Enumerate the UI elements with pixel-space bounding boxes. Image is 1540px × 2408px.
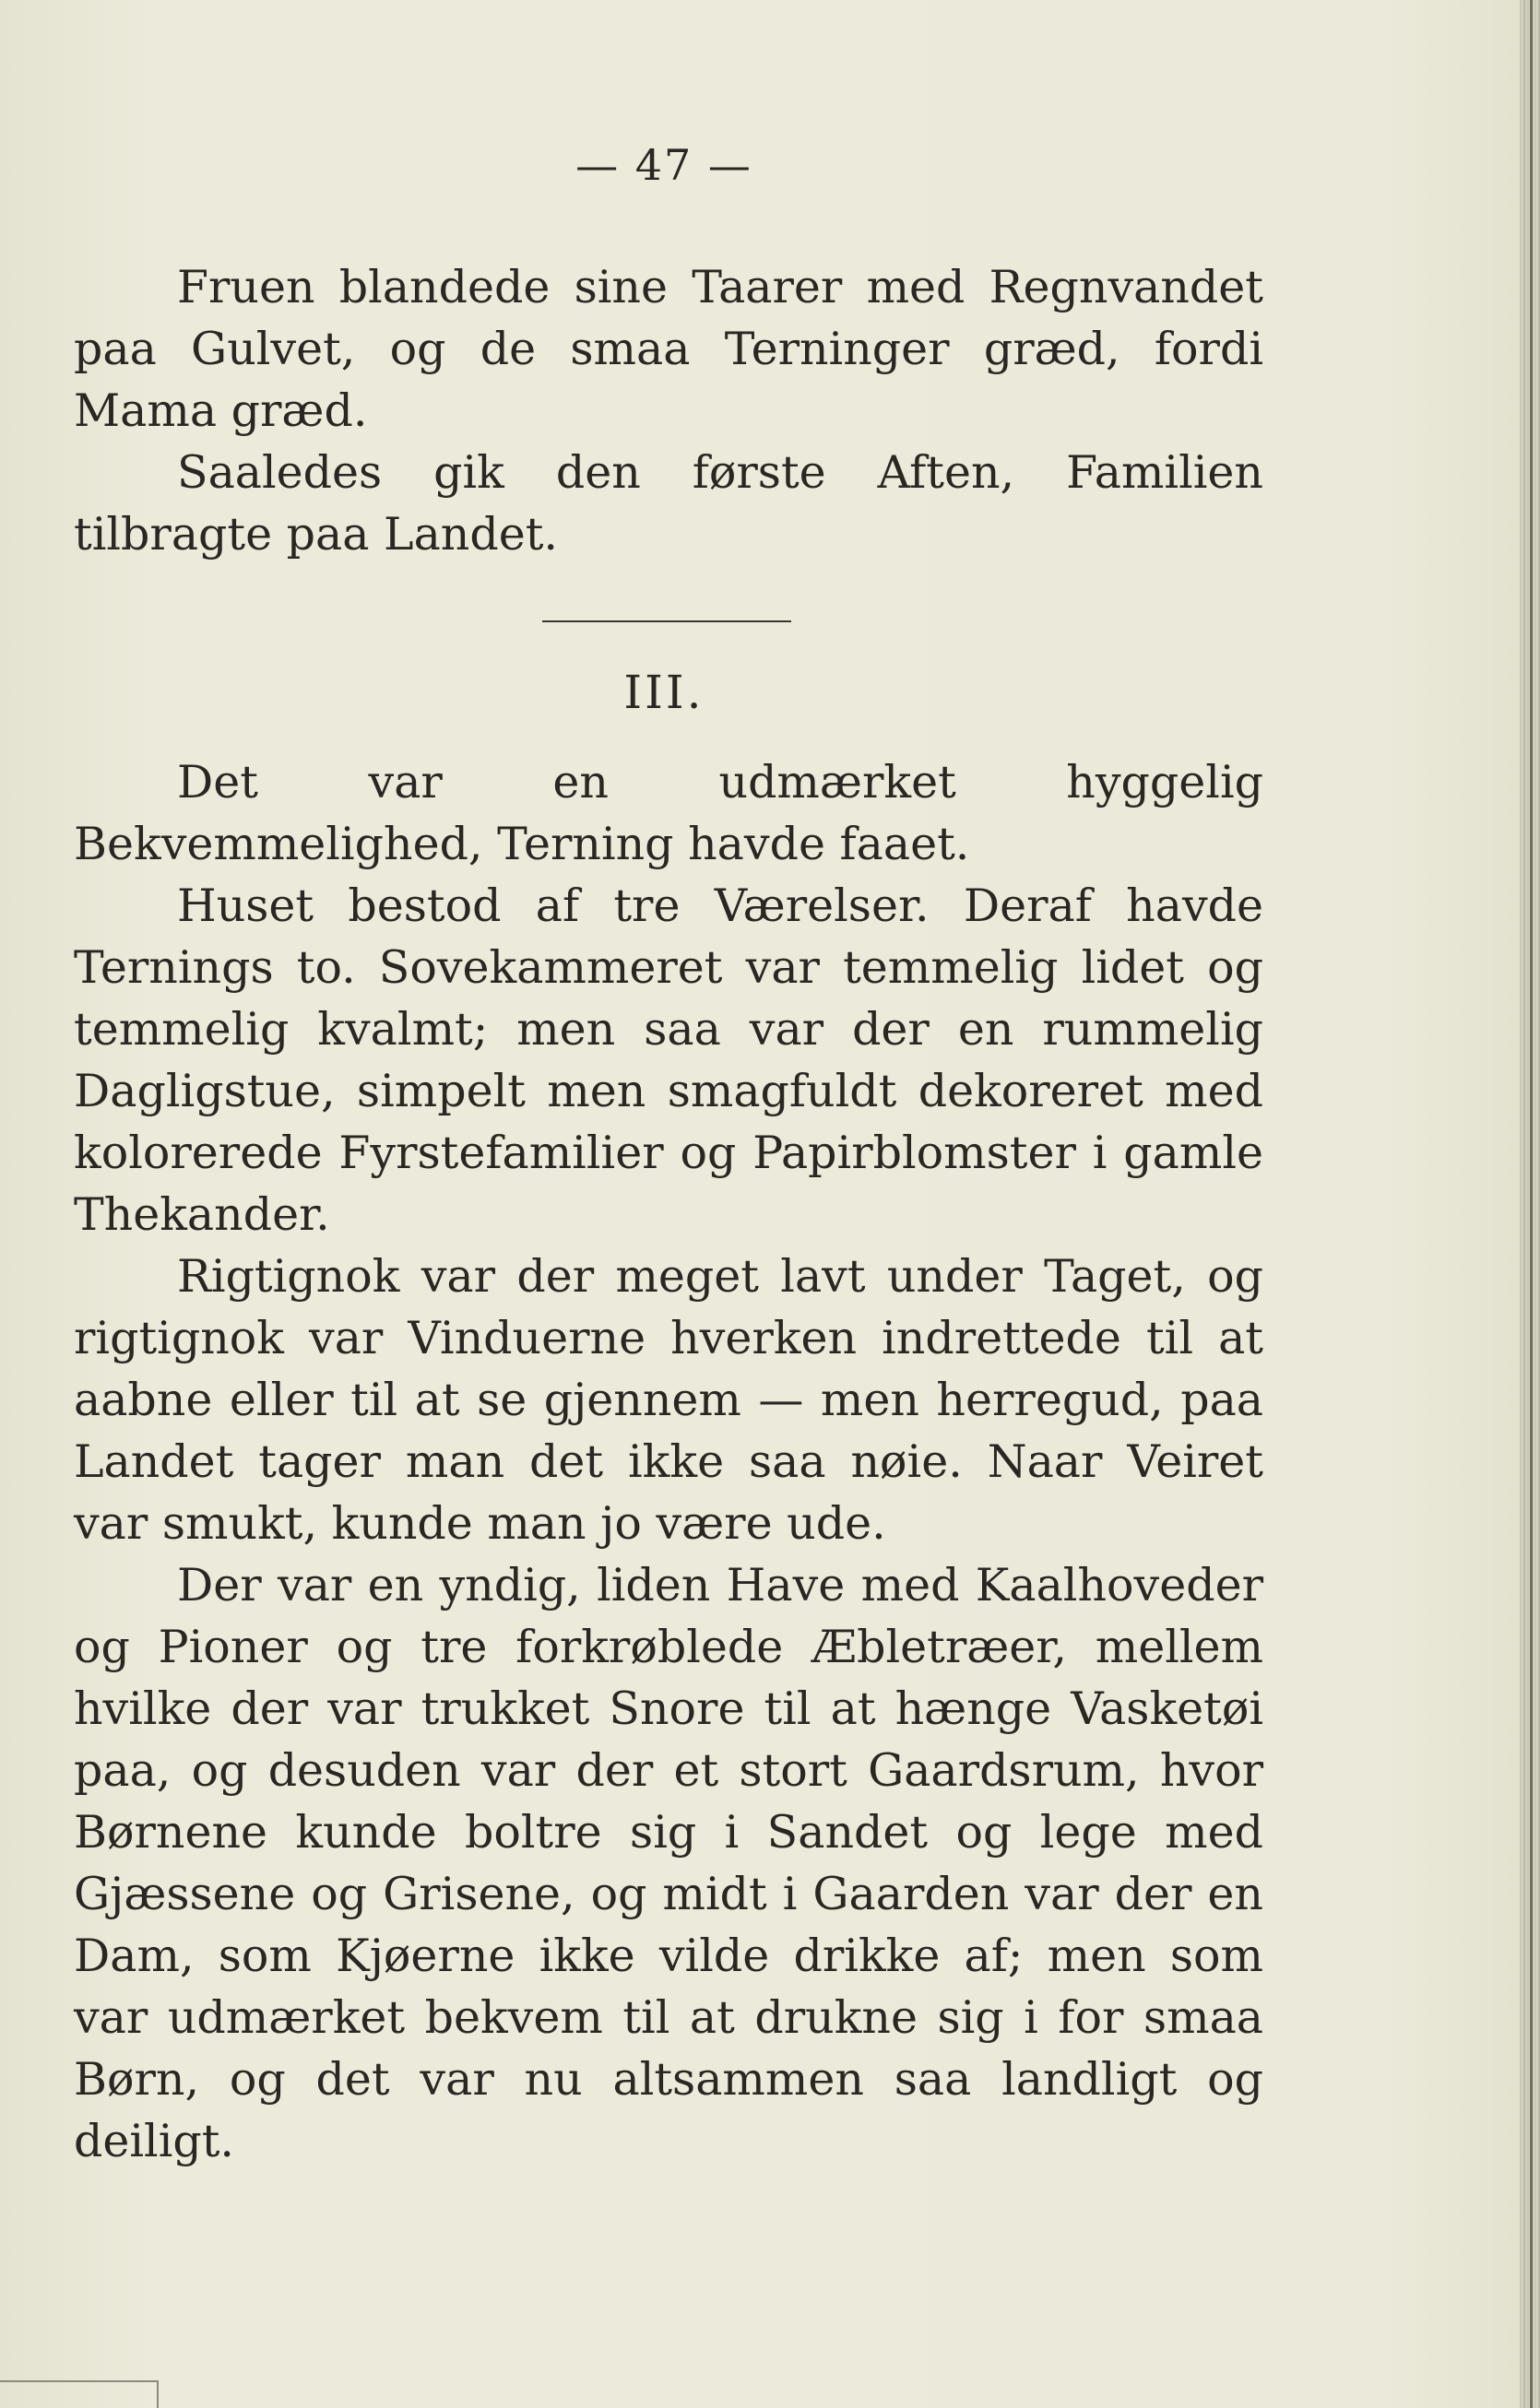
paragraph: Der var en yndig, liden Have med Kaalhoveder og Pioner og tre forkrøblede Æbletræer, mellem hvilke der var trukket Snore til at hænge Vasketøi paa, og desuden var der et stort Gaardsrum, hvor Børnene kunde boltre sig i Sandet og lege med Gjæssene og Grisene, og midt i Gaarden var der en Dam, som Kjøerne ikke vilde drikke af; men som var udmærket bekvem til at drukne sig i for smaa Børn, og det var nu altsammen saa landligt og deiligt.: [74, 1559, 1263, 2167]
section-divider-rule: [542, 620, 791, 622]
paragraph: Rigtignok var der meget lavt under Taget, og rigtignok var Vinduerne hverken indrettede til at aabne eller til at se gjennem — men herregud, paa Landet tager man det ikke saa nøie. Naar Veiret var smukt, kunde man jo være ude.: [74, 1250, 1263, 1550]
page-number: — 47 —: [575, 140, 752, 190]
text-block-section-iii: [74, 751, 1263, 2172]
corner-mark: [0, 2380, 159, 2408]
paragraph: Det var en udmærket hyggelig Bekvemmelighed, Terning havde faaet.: [74, 756, 1263, 870]
text-block-before-section: [74, 256, 1263, 565]
paragraph: Huset bestod af tre Værelser. Deraf havde Ternings to. Sovekammeret var temmelig lidet og temmelig kvalmt; men saa var der en rummelig Dagligstue, simpelt men smagfuldt dekoreret med kolorerede Fyrstefamilier og Papirblomster i gamle Thekander.: [74, 879, 1263, 1241]
section-heading: III.: [623, 666, 705, 719]
page-edge-line: [1530, 0, 1533, 2408]
paragraph: Saaledes gik den første Aften, Familien tilbragte paa Landet.: [74, 446, 1263, 561]
paragraph: Fruen blandede sine Taarer med Regnvandet paa Gulvet, og de smaa Terninger græd, fordi Mama græd.: [74, 261, 1263, 437]
